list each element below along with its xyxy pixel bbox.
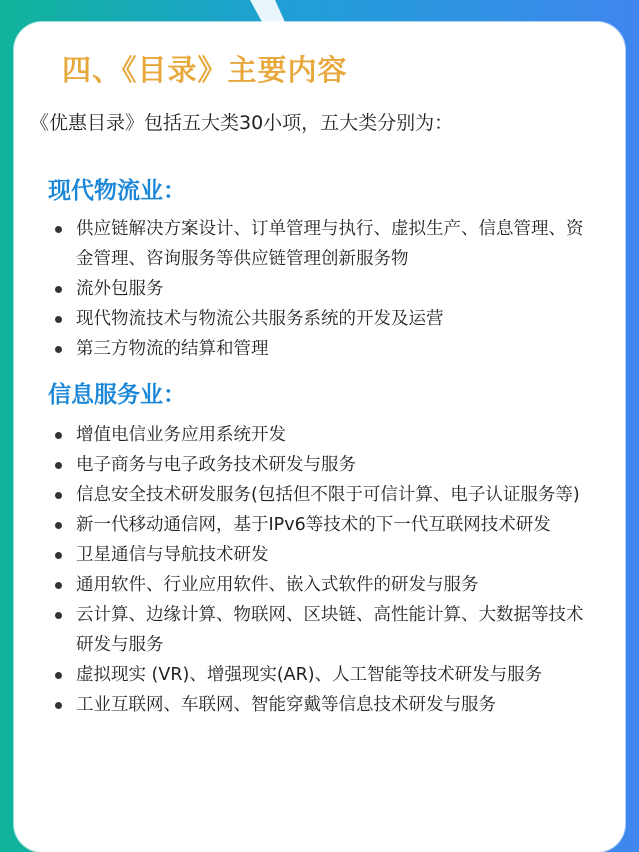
category-title-info-services: 信息服务业： [48, 382, 186, 408]
list-item-text: 现代物流技术与物流公共服务系统的开发及运营 [76, 309, 444, 329]
list-item [40, 600, 600, 660]
list-item [40, 304, 600, 334]
list-item [40, 660, 600, 690]
bullet-icon [55, 226, 62, 233]
bullet-icon [55, 432, 62, 439]
logistics-list [40, 214, 600, 364]
bullet-icon [55, 552, 62, 559]
list-item-text: 流外包服务 [76, 279, 164, 299]
bullet-icon [55, 492, 62, 499]
list-item [40, 510, 600, 540]
bullet-icon [55, 286, 62, 293]
bullet-icon [55, 672, 62, 679]
bullet-icon [55, 462, 62, 469]
list-item-text: 第三方物流的结算和管理 [76, 339, 269, 359]
list-item [40, 570, 600, 600]
list-item-text: 供应链解决方案设计、订单管理与执行、虚拟生产、信息管理、资金管理、咨询服务等供应链管理创新服务物 [76, 219, 584, 269]
intro-text: 《优惠目录》包括五大类30小项，五大类分别为： [30, 112, 454, 134]
list-item [40, 540, 600, 570]
list-item [40, 450, 600, 480]
list-item [40, 334, 600, 364]
bullet-icon [55, 522, 62, 529]
category-title-logistics: 现代物流业： [48, 178, 186, 204]
bullet-icon [55, 346, 62, 353]
info-services-list [40, 420, 600, 720]
bullet-icon [55, 316, 62, 323]
list-item-text: 工业互联网、车联网、智能穿戴等信息技术研发与服务 [76, 695, 496, 715]
list-item-text: 信息安全技术研发服务(包括但不限于可信计算、电子认证服务等) [76, 485, 580, 505]
list-item-text: 新一代移动通信网，基于IPv6等技术的下一代互联网技术研发 [76, 515, 551, 535]
list-item [40, 274, 600, 304]
bullet-icon [55, 582, 62, 589]
list-item-text: 卫星通信与导航技术研发 [76, 545, 269, 565]
section-title: 四、《目录》主要内容 [62, 53, 348, 87]
list-item-text: 增值电信业务应用系统开发 [76, 425, 286, 445]
list-item [40, 420, 600, 450]
list-item-text: 通用软件、行业应用软件、嵌入式软件的研发与服务 [76, 575, 479, 595]
list-item-text: 电子商务与电子政务技术研发与服务 [76, 455, 356, 475]
list-item-text: 虚拟现实 (VR)、增强现实(AR)、人工智能等技术研发与服务 [76, 665, 543, 685]
list-item [40, 690, 600, 720]
bullet-icon [55, 702, 62, 709]
list-item [40, 214, 600, 274]
bullet-icon [55, 612, 62, 619]
list-item-text: 云计算、边缘计算、物联网、区块链、高性能计算、大数据等技术研发与服务 [76, 605, 584, 655]
list-item [40, 480, 600, 510]
